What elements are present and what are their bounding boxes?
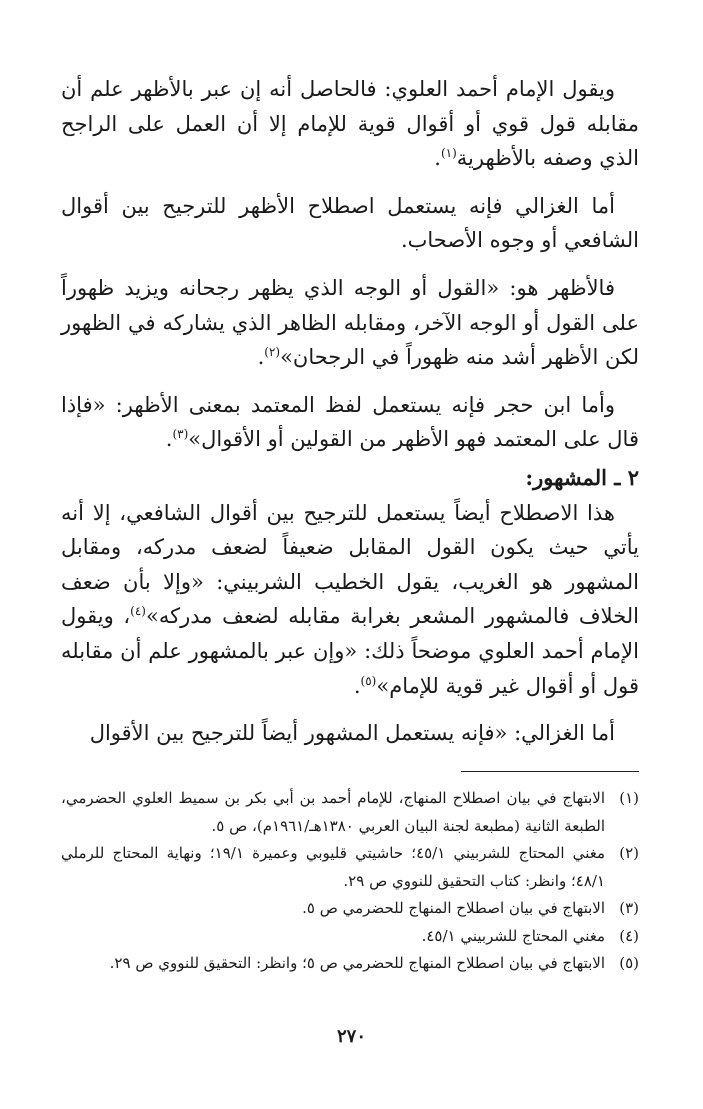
footnote-item	[61, 840, 639, 895]
footnote-ref[interactable]: (١)	[440, 146, 457, 161]
paragraph-end: .	[165, 427, 173, 452]
paragraph-alalawi	[61, 72, 639, 176]
footnote-item	[61, 950, 639, 978]
paragraph-end: .	[353, 673, 361, 698]
footnote-number: (٥)	[619, 954, 639, 972]
paragraph-text: أما الغزالي فإنه يستعمل اصطلاح الأظهر للترجيح بين أقوال الشافعي أو وجوه الأصحاب.	[61, 193, 639, 253]
footnote-item	[61, 785, 639, 840]
footnote-number: (١)	[619, 789, 639, 807]
footnote-divider	[461, 771, 639, 772]
section-heading: ٢ ـ المشهور:	[525, 464, 639, 490]
paragraph-ghazali-mashhur	[61, 716, 639, 751]
paragraph-ghazali	[61, 189, 639, 258]
paragraph-text: أما الغزالي: «فإنه يستعمل المشهور أيضاً للترجيح بين الأقوال	[89, 721, 615, 746]
footnote-ref[interactable]: (٤)	[130, 604, 146, 619]
paragraph-text: ويقول الإمام أحمد العلوي: فالحاصل أنه إن عبر بالأظهر علم أن مقابله قول قوي أو أقوال قوية للإمام إلا أن العمل على الراجح الذي وصفه بالأظهرية	[61, 77, 639, 171]
paragraph-azhar-definition	[61, 271, 639, 375]
footnote-number: (٣)	[619, 899, 639, 917]
paragraph-end: .	[434, 146, 441, 171]
footnote-item	[61, 923, 639, 951]
footnote-text: الابتهاج في بيان اصطلاح المنهاج للحضرمي ص ٥؛ وانظر: التحقيق للنووي ص ٢٩.	[109, 954, 605, 972]
footnote-text: مغني المحتاج للشربيني ٤٥/١.	[421, 926, 605, 945]
page-number: ٢٧٠	[336, 1026, 366, 1047]
paragraph-end: .	[257, 345, 265, 370]
footnote-number: (٢)	[619, 844, 639, 862]
footnote-ref[interactable]: (٣)	[172, 427, 189, 442]
footnote-number: (٤)	[619, 926, 639, 945]
paragraph-text: ، ويقول الإمام أحمد العلوي موضحاً ذلك: «وإن عبر بالمشهور علم أن مقابله قول أو أقوال غير قوية للإمام»	[61, 604, 639, 698]
footnotes	[61, 785, 639, 978]
paragraph-text: هذا الاصطلاح أيضاً يستعمل للترجيح بين أقوال الشافعي، إلا أنه يأتي حيث يكون القول المقابل ضعيفاً لضعف مدركه، ومقابل المشهور هو الغريب، يقول الخطيب الشربيني: «وإلا بأن ضعف الخلاف فالمشهور المشعر بغرابة مقابله لضعف مدركه»	[61, 500, 640, 629]
paragraph-ibn-hajar	[61, 388, 639, 457]
main-text	[61, 72, 639, 764]
footnote-item	[61, 895, 639, 923]
footnote-text: الابتهاج في بيان اصطلاح المنهاج للحضرمي ص ٥.	[302, 899, 605, 917]
footnote-text: الابتهاج في بيان اصطلاح المنهاج، للإمام أحمد بن أبي بكر بن سميط العلوي الحضرمي، الطبعة الثانية (مطبعة لجنة البيان العربي ١٣٨٠هـ/١٩٦١م)، ص ٥.	[61, 789, 605, 835]
footnote-ref[interactable]: (٢)	[264, 345, 281, 360]
paragraph-mashhur	[61, 496, 639, 704]
footnote-ref[interactable]: (٥)	[360, 673, 377, 688]
footnote-text: مغني المحتاج للشربيني ٤٥/١؛ حاشيتي قليوبي وعميرة ١٩/١؛ ونهاية المحتاج للرملي ٤٨/١؛ وانظر: كتاب التحقيق للنووي ص ٢٩.	[61, 844, 605, 890]
paragraph-text: فالأظهر هو: «القول أو الوجه الذي يظهر رجحانه ويزيد ظهوراً على القول أو الوجه الآخر، ومقابله الظاهر الذي يشاركه في الظهور لكن الأظهر أشد منه ظهوراً في الرجحان»	[61, 275, 639, 370]
paragraph-text: وأما ابن حجر فإنه يستعمل لفظ المعتمد بمعنى الأظهر: «فإذا قال على المعتمد فهو الأظهر من القولين أو الأقوال»	[61, 392, 639, 452]
